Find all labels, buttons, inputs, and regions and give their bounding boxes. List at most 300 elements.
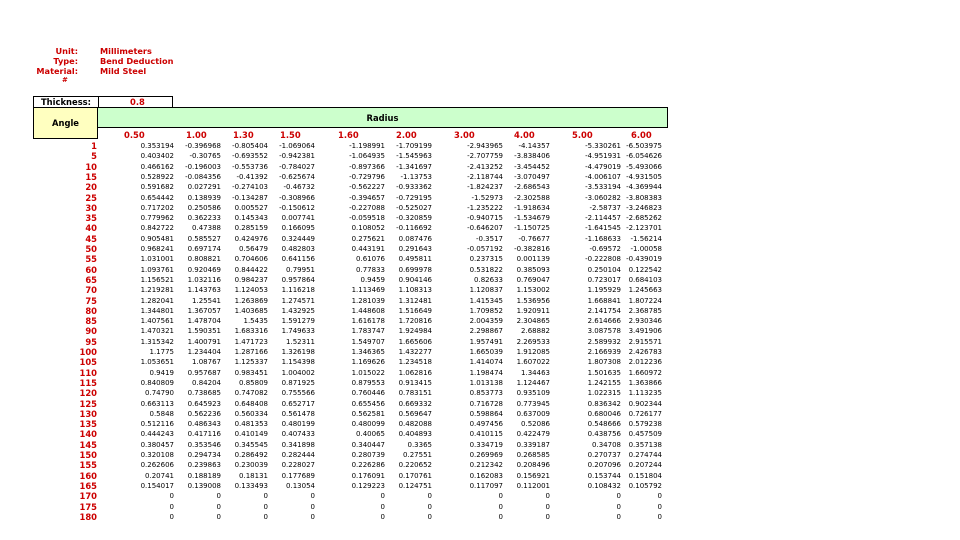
- table-cell[interactable]: 0: [616, 512, 621, 521]
- table-cell[interactable]: 0.422479: [516, 430, 550, 439]
- table-cell[interactable]: 0.548666: [587, 420, 621, 429]
- table-cell[interactable]: 0.913415: [398, 378, 432, 387]
- table-cell[interactable]: 0.655456: [351, 399, 385, 408]
- table-cell[interactable]: 0.528922: [140, 172, 174, 181]
- table-cell[interactable]: 0.237315: [469, 255, 503, 264]
- table-cell[interactable]: -5.493066: [626, 162, 662, 171]
- table-cell[interactable]: 0.138939: [187, 193, 221, 202]
- table-cell[interactable]: -4.931505: [626, 172, 662, 181]
- table-cell[interactable]: 0.403402: [140, 152, 174, 161]
- table-cell[interactable]: 1.52311: [286, 337, 315, 346]
- table-cell[interactable]: 1.198474: [469, 368, 503, 377]
- table-cell[interactable]: 0: [427, 502, 432, 511]
- table-cell[interactable]: -1.069064: [279, 142, 315, 150]
- table-cell[interactable]: 1.08767: [192, 358, 221, 367]
- table-cell[interactable]: 0: [169, 502, 174, 511]
- table-cell[interactable]: 0.380457: [140, 440, 174, 449]
- table-cell[interactable]: -3.070497: [514, 172, 550, 181]
- table-cell[interactable]: 1.124053: [234, 286, 268, 295]
- table-cell[interactable]: 2.930346: [628, 317, 662, 326]
- table-cell[interactable]: 0.027291: [187, 183, 221, 192]
- table-cell[interactable]: 1.432277: [398, 348, 432, 356]
- table-cell[interactable]: 1.549707: [351, 337, 385, 346]
- table-cell[interactable]: 1.478704: [187, 317, 221, 326]
- table-cell[interactable]: 0.697174: [187, 245, 221, 253]
- table-cell[interactable]: -2.685262: [626, 214, 662, 223]
- table-cell[interactable]: 3.491906: [628, 327, 662, 336]
- table-cell[interactable]: 0.641156: [281, 255, 315, 264]
- table-cell[interactable]: -0.227088: [349, 203, 385, 212]
- table-cell[interactable]: -0.69572: [589, 245, 621, 253]
- table-cell[interactable]: 0.779962: [140, 214, 174, 223]
- table-cell[interactable]: 1.263869: [234, 296, 268, 305]
- table-cell[interactable]: 0: [380, 512, 385, 521]
- table-cell[interactable]: 1.234404: [187, 348, 221, 356]
- table-cell[interactable]: 1.668841: [587, 296, 621, 305]
- table-cell[interactable]: 0.769047: [516, 275, 550, 284]
- table-cell[interactable]: 0.230039: [234, 461, 268, 470]
- table-cell[interactable]: 0.531822: [469, 265, 503, 274]
- table-cell[interactable]: 0.497456: [469, 420, 503, 429]
- table-cell[interactable]: 1.407561: [140, 317, 174, 326]
- table-cell[interactable]: 0: [263, 512, 268, 521]
- table-cell[interactable]: -1.534679: [514, 214, 550, 223]
- table-cell[interactable]: 0.648408: [234, 399, 268, 408]
- table-cell[interactable]: 0: [310, 502, 315, 511]
- table-cell[interactable]: 0.166095: [281, 224, 315, 233]
- table-cell[interactable]: 0.156921: [516, 471, 550, 480]
- table-cell[interactable]: 1.709852: [469, 306, 503, 315]
- table-cell[interactable]: -4.369944: [626, 183, 662, 192]
- table-cell[interactable]: 0.207096: [587, 461, 621, 470]
- table-cell[interactable]: 1.344801: [140, 306, 174, 315]
- table-cell[interactable]: 0.212342: [469, 461, 503, 470]
- table-cell[interactable]: 0.52086: [521, 420, 550, 429]
- table-cell[interactable]: 0: [216, 492, 221, 501]
- table-cell[interactable]: 0.362233: [187, 214, 221, 223]
- table-cell[interactable]: 0.170761: [398, 471, 432, 480]
- table-cell[interactable]: 1.326198: [281, 348, 315, 356]
- table-cell[interactable]: 0.129223: [351, 481, 385, 490]
- table-cell[interactable]: 0.122542: [628, 265, 662, 274]
- table-cell[interactable]: -3.838406: [514, 152, 550, 161]
- table-cell[interactable]: 0: [380, 492, 385, 501]
- table-cell[interactable]: 0.438756: [587, 430, 621, 439]
- table-cell[interactable]: 0.747082: [234, 389, 268, 398]
- table-cell[interactable]: -1.545963: [396, 152, 432, 161]
- table-cell[interactable]: -1.709199: [396, 142, 432, 150]
- table-cell[interactable]: 0.001139: [516, 255, 550, 264]
- table-cell[interactable]: 0.840809: [140, 378, 174, 387]
- table-cell[interactable]: 0.495811: [398, 255, 432, 264]
- table-cell[interactable]: -0.308966: [279, 193, 315, 202]
- table-cell[interactable]: -4.14357: [518, 142, 550, 150]
- table-cell[interactable]: -6.503975: [626, 142, 662, 150]
- table-cell[interactable]: 0.569647: [398, 409, 432, 418]
- table-cell[interactable]: 1.749633: [281, 327, 315, 336]
- table-cell[interactable]: 0: [498, 492, 503, 501]
- table-cell[interactable]: 0.385093: [516, 265, 550, 274]
- table-cell[interactable]: 1.516649: [398, 306, 432, 315]
- table-cell[interactable]: -1.641545: [585, 224, 621, 233]
- table-cell[interactable]: 1.242155: [587, 378, 621, 387]
- table-cell[interactable]: -4.479019: [585, 162, 621, 171]
- table-cell[interactable]: 0.591682: [140, 183, 174, 192]
- table-cell[interactable]: 0.294734: [187, 451, 221, 459]
- table-cell[interactable]: 0.417116: [187, 430, 221, 439]
- table-cell[interactable]: 0: [310, 512, 315, 521]
- table-cell[interactable]: 0.275621: [351, 234, 385, 243]
- table-cell[interactable]: 2.304865: [516, 317, 550, 326]
- table-cell[interactable]: 0.726177: [628, 409, 662, 418]
- table-cell[interactable]: 0.983451: [234, 368, 268, 377]
- table-cell[interactable]: -1.198991: [349, 142, 385, 150]
- table-cell[interactable]: -2.118744: [467, 172, 503, 181]
- table-cell[interactable]: 0.9419: [149, 368, 174, 377]
- table-cell[interactable]: -0.396968: [185, 142, 221, 150]
- table-cell[interactable]: 0.56479: [239, 245, 268, 253]
- table-cell[interactable]: -3.454452: [514, 162, 550, 171]
- table-cell[interactable]: 0.007741: [281, 214, 315, 223]
- table-cell[interactable]: -0.625674: [279, 172, 315, 181]
- table-cell[interactable]: 0.853773: [469, 389, 503, 398]
- table-cell[interactable]: 0.466162: [140, 162, 174, 171]
- table-cell[interactable]: 0.274744: [628, 451, 662, 459]
- meta-unit-value[interactable]: Millimeters: [100, 46, 152, 56]
- table-cell[interactable]: 2.141754: [587, 306, 621, 315]
- table-cell[interactable]: 0.84204: [192, 378, 221, 387]
- table-cell[interactable]: 0.285159: [234, 224, 268, 233]
- table-cell[interactable]: 0.717202: [140, 203, 174, 212]
- table-cell[interactable]: 1.471723: [234, 337, 268, 346]
- table-cell[interactable]: 1.536956: [516, 296, 550, 305]
- table-cell[interactable]: 0.286492: [234, 451, 268, 459]
- table-cell[interactable]: -1.235222: [467, 203, 503, 212]
- table-cell[interactable]: 0.74790: [145, 389, 174, 398]
- table-cell[interactable]: 0: [657, 492, 662, 501]
- table-cell[interactable]: 0.61076: [356, 255, 385, 264]
- table-cell[interactable]: 1.125337: [234, 358, 268, 367]
- table-cell[interactable]: 0.353194: [140, 142, 174, 150]
- table-cell[interactable]: -0.942381: [279, 152, 315, 161]
- table-cell[interactable]: 1.156521: [140, 275, 174, 284]
- table-cell[interactable]: 2.915571: [628, 337, 662, 346]
- table-cell[interactable]: 0.262606: [140, 461, 174, 470]
- table-cell[interactable]: -0.150612: [279, 203, 315, 212]
- table-cell[interactable]: 0: [616, 502, 621, 511]
- table-cell[interactable]: 0.716728: [469, 399, 503, 408]
- table-cell[interactable]: 1.093761: [140, 265, 174, 274]
- table-cell[interactable]: -2.302588: [514, 193, 550, 202]
- meta-material-value[interactable]: Mild Steel: [100, 66, 147, 76]
- table-cell[interactable]: 0: [657, 502, 662, 511]
- table-cell[interactable]: -0.057192: [467, 245, 503, 253]
- table-cell[interactable]: 0: [380, 502, 385, 511]
- table-cell[interactable]: 1.245663: [628, 286, 662, 295]
- table-cell[interactable]: 0.320108: [140, 451, 174, 459]
- table-cell[interactable]: 0.738685: [187, 389, 221, 398]
- table-cell[interactable]: 0.340447: [351, 440, 385, 449]
- table-cell[interactable]: 0.151804: [628, 471, 662, 480]
- table-cell[interactable]: 0.723017: [587, 275, 621, 284]
- table-cell[interactable]: 0.699978: [398, 265, 432, 274]
- table-cell[interactable]: 0.5848: [149, 409, 174, 418]
- table-cell[interactable]: 1.169626: [351, 358, 385, 367]
- table-cell[interactable]: 1.683316: [234, 327, 268, 336]
- table-cell[interactable]: -0.525027: [396, 203, 432, 212]
- table-cell[interactable]: 1.154398: [281, 358, 315, 367]
- table-cell[interactable]: 1.912085: [516, 348, 550, 356]
- table-cell[interactable]: -2.58737: [589, 203, 621, 212]
- table-cell[interactable]: 1.015022: [351, 368, 385, 377]
- table-cell[interactable]: -0.784027: [279, 162, 315, 171]
- table-cell[interactable]: -3.060282: [585, 193, 621, 202]
- table-cell[interactable]: -0.196003: [185, 162, 221, 171]
- table-cell[interactable]: -0.940715: [467, 214, 503, 223]
- table-cell[interactable]: 1.415345: [469, 296, 503, 305]
- table-cell[interactable]: 1.022315: [587, 389, 621, 398]
- table-cell[interactable]: 2.589932: [587, 337, 621, 346]
- table-cell[interactable]: 0.108432: [587, 481, 621, 490]
- table-cell[interactable]: -0.3517: [475, 234, 503, 243]
- table-cell[interactable]: -0.382816: [514, 245, 550, 253]
- table-cell[interactable]: 1.312481: [398, 296, 432, 305]
- table-cell[interactable]: 0.34708: [592, 440, 621, 449]
- table-cell[interactable]: 1.234518: [398, 358, 432, 367]
- table-cell[interactable]: 0: [616, 492, 621, 501]
- table-cell[interactable]: -0.059518: [349, 214, 385, 223]
- table-cell[interactable]: 0.353546: [187, 440, 221, 449]
- table-cell[interactable]: 0.250104: [587, 265, 621, 274]
- table-cell[interactable]: -1.341697: [396, 162, 432, 171]
- table-cell[interactable]: 1.34463: [521, 368, 550, 377]
- table-cell[interactable]: 0.9459: [360, 275, 385, 284]
- table-cell[interactable]: 0.124751: [398, 481, 432, 490]
- table-cell[interactable]: 1.367057: [187, 306, 221, 315]
- table-cell[interactable]: -6.054626: [626, 152, 662, 161]
- table-cell[interactable]: -0.439019: [626, 255, 662, 264]
- table-cell[interactable]: -4.006107: [585, 172, 621, 181]
- table-cell[interactable]: 1.108313: [398, 286, 432, 295]
- table-cell[interactable]: 0.27551: [403, 451, 432, 459]
- table-cell[interactable]: 0.334719: [469, 440, 503, 449]
- table-cell[interactable]: 0.905481: [140, 234, 174, 243]
- table-cell[interactable]: 0.654442: [140, 193, 174, 202]
- table-cell[interactable]: -2.413252: [467, 162, 503, 171]
- table-cell[interactable]: -0.562227: [349, 183, 385, 192]
- table-cell[interactable]: 0.645923: [187, 399, 221, 408]
- table-cell[interactable]: 0.680046: [587, 409, 621, 418]
- table-cell[interactable]: 0.345545: [234, 440, 268, 449]
- table-cell[interactable]: 0: [545, 502, 550, 511]
- table-cell[interactable]: -1.52973: [471, 193, 503, 202]
- table-cell[interactable]: 1.432925: [281, 306, 315, 315]
- table-cell[interactable]: 0.562236: [187, 409, 221, 418]
- table-cell[interactable]: 1.665039: [469, 348, 503, 356]
- table-cell[interactable]: 1.607022: [516, 358, 550, 367]
- table-cell[interactable]: 0: [657, 512, 662, 521]
- table-cell[interactable]: 0.957864: [281, 275, 315, 284]
- table-cell[interactable]: 1.143763: [187, 286, 221, 295]
- table-cell[interactable]: 1.120837: [469, 286, 503, 295]
- table-cell[interactable]: 0.902344: [628, 399, 662, 408]
- table-cell[interactable]: 1.153002: [516, 286, 550, 295]
- table-cell[interactable]: 1.116218: [281, 286, 315, 295]
- table-cell[interactable]: 0.269969: [469, 451, 503, 459]
- table-cell[interactable]: 2.298867: [469, 327, 503, 336]
- table-cell[interactable]: 0.280739: [351, 451, 385, 459]
- table-cell[interactable]: 0.480199: [281, 420, 315, 429]
- table-cell[interactable]: 0.13054: [286, 481, 315, 490]
- table-cell[interactable]: 0.139008: [187, 481, 221, 490]
- table-cell[interactable]: -5.330261: [585, 142, 621, 150]
- table-cell[interactable]: 0.482803: [281, 245, 315, 253]
- table-cell[interactable]: 0.47388: [192, 224, 221, 233]
- table-cell[interactable]: 0.844422: [234, 265, 268, 274]
- table-cell[interactable]: 0.443191: [351, 245, 385, 253]
- table-cell[interactable]: 2.166939: [587, 348, 621, 356]
- table-cell[interactable]: 0.684103: [628, 275, 662, 284]
- table-cell[interactable]: -1.150725: [514, 224, 550, 233]
- table-cell[interactable]: 1.665606: [398, 337, 432, 346]
- table-cell[interactable]: -1.13753: [400, 172, 432, 181]
- table-cell[interactable]: 0.82633: [474, 275, 503, 284]
- table-cell[interactable]: 0.957687: [187, 368, 221, 377]
- table-cell[interactable]: -0.646207: [467, 224, 503, 233]
- table-cell[interactable]: 0: [216, 502, 221, 511]
- table-cell[interactable]: 0.481353: [234, 420, 268, 429]
- table-cell[interactable]: 0.3365: [407, 440, 432, 449]
- table-cell[interactable]: -0.222808: [585, 255, 621, 264]
- table-cell[interactable]: 1.032116: [187, 275, 221, 284]
- table-cell[interactable]: 0.560334: [234, 409, 268, 418]
- table-cell[interactable]: 0.404893: [398, 430, 432, 439]
- table-cell[interactable]: -1.56214: [630, 234, 662, 243]
- table-cell[interactable]: 1.403685: [234, 306, 268, 315]
- table-cell[interactable]: 0.282444: [281, 451, 315, 459]
- table-cell[interactable]: 1.363866: [628, 378, 662, 387]
- table-cell[interactable]: 0.112001: [516, 481, 550, 490]
- table-cell[interactable]: 0: [169, 492, 174, 501]
- table-cell[interactable]: 0.145343: [234, 214, 268, 223]
- table-cell[interactable]: 1.924984: [398, 327, 432, 336]
- table-cell[interactable]: -3.808383: [626, 193, 662, 202]
- table-cell[interactable]: 0.133493: [234, 481, 268, 490]
- table-cell[interactable]: 1.400791: [187, 337, 221, 346]
- table-cell[interactable]: 0.250586: [187, 203, 221, 212]
- table-cell[interactable]: 0.968241: [140, 245, 174, 253]
- table-cell[interactable]: 2.426783: [628, 348, 662, 356]
- table-cell[interactable]: 1.448608: [351, 306, 385, 315]
- meta-type-value[interactable]: Bend Deduction: [100, 56, 174, 66]
- table-cell[interactable]: -0.553736: [232, 162, 268, 171]
- table-cell[interactable]: -0.274103: [232, 183, 268, 192]
- table-cell[interactable]: 1.720816: [398, 317, 432, 326]
- table-cell[interactable]: 0.291643: [398, 245, 432, 253]
- table-cell[interactable]: 1.315342: [140, 337, 174, 346]
- table-cell[interactable]: 0.704606: [234, 255, 268, 264]
- table-cell[interactable]: 0.637009: [516, 409, 550, 418]
- table-cell[interactable]: 1.062816: [398, 368, 432, 377]
- table-cell[interactable]: 0: [545, 512, 550, 521]
- table-cell[interactable]: -2.123701: [626, 224, 662, 233]
- table-cell[interactable]: 0.270737: [587, 451, 621, 459]
- table-cell[interactable]: 1.195929: [587, 286, 621, 295]
- table-cell[interactable]: 0.20741: [145, 471, 174, 480]
- table-cell[interactable]: 0.153744: [587, 471, 621, 480]
- table-cell[interactable]: 2.269533: [516, 337, 550, 346]
- table-cell[interactable]: 0.105792: [628, 481, 662, 490]
- table-cell[interactable]: 0.669332: [398, 399, 432, 408]
- table-cell[interactable]: 1.1775: [149, 348, 174, 356]
- table-cell[interactable]: 0.879553: [351, 378, 385, 387]
- table-cell[interactable]: 0.585527: [187, 234, 221, 243]
- table-cell[interactable]: 1.281039: [351, 296, 385, 305]
- table-cell[interactable]: 0.457509: [628, 430, 662, 439]
- table-cell[interactable]: -2.943965: [467, 142, 503, 150]
- table-cell[interactable]: -1.824237: [467, 183, 503, 192]
- table-cell[interactable]: 2.68882: [521, 327, 550, 336]
- table-cell[interactable]: 0.339187: [516, 440, 550, 449]
- table-cell[interactable]: 2.012236: [628, 358, 662, 367]
- table-cell[interactable]: 1.590351: [187, 327, 221, 336]
- table-cell[interactable]: 0: [427, 512, 432, 521]
- table-cell[interactable]: 0: [498, 512, 503, 521]
- table-cell[interactable]: 1.113469: [351, 286, 385, 295]
- table-cell[interactable]: 0.005527: [234, 203, 268, 212]
- table-cell[interactable]: 1.616178: [351, 317, 385, 326]
- table-cell[interactable]: -2.707759: [467, 152, 503, 161]
- table-cell[interactable]: 3.087578: [587, 327, 621, 336]
- table-cell[interactable]: 1.957491: [469, 337, 503, 346]
- table-cell[interactable]: 1.783747: [351, 327, 385, 336]
- table-cell[interactable]: 0.836342: [587, 399, 621, 408]
- table-cell[interactable]: 0.783151: [398, 389, 432, 398]
- table-cell[interactable]: 0.598864: [469, 409, 503, 418]
- table-cell[interactable]: -0.116692: [396, 224, 432, 233]
- table-cell[interactable]: 2.614666: [587, 317, 621, 326]
- table-cell[interactable]: 0: [498, 502, 503, 511]
- table-cell[interactable]: 0.652717: [281, 399, 315, 408]
- table-cell[interactable]: 0.562581: [351, 409, 385, 418]
- table-cell[interactable]: 0.984237: [234, 275, 268, 284]
- table-cell[interactable]: 0.561478: [281, 409, 315, 418]
- table-cell[interactable]: 1.25541: [192, 296, 221, 305]
- table-cell[interactable]: -1.00058: [630, 245, 662, 253]
- table-cell[interactable]: -0.933362: [396, 183, 432, 192]
- table-cell[interactable]: -0.729195: [396, 193, 432, 202]
- table-cell[interactable]: 0: [216, 512, 221, 521]
- table-cell[interactable]: 0.154017: [140, 481, 174, 490]
- table-cell[interactable]: -0.693552: [232, 152, 268, 161]
- table-cell[interactable]: 0.239863: [187, 461, 221, 470]
- table-cell[interactable]: 0.808821: [187, 255, 221, 264]
- table-cell[interactable]: 1.282041: [140, 296, 174, 305]
- table-cell[interactable]: 0.226286: [351, 461, 385, 470]
- table-cell[interactable]: 0: [545, 492, 550, 501]
- table-cell[interactable]: -0.084356: [185, 172, 221, 181]
- table-cell[interactable]: 0.407433: [281, 430, 315, 439]
- table-cell[interactable]: 0.268585: [516, 451, 550, 459]
- table-cell[interactable]: -0.805404: [232, 142, 268, 150]
- table-cell[interactable]: 0.480099: [351, 420, 385, 429]
- table-cell[interactable]: 0.357138: [628, 440, 662, 449]
- table-cell[interactable]: 0.228027: [281, 461, 315, 470]
- table-cell[interactable]: -2.686543: [514, 183, 550, 192]
- table-cell[interactable]: -0.76677: [518, 234, 550, 243]
- table-cell[interactable]: 0.935109: [516, 389, 550, 398]
- table-cell[interactable]: 1.470321: [140, 327, 174, 336]
